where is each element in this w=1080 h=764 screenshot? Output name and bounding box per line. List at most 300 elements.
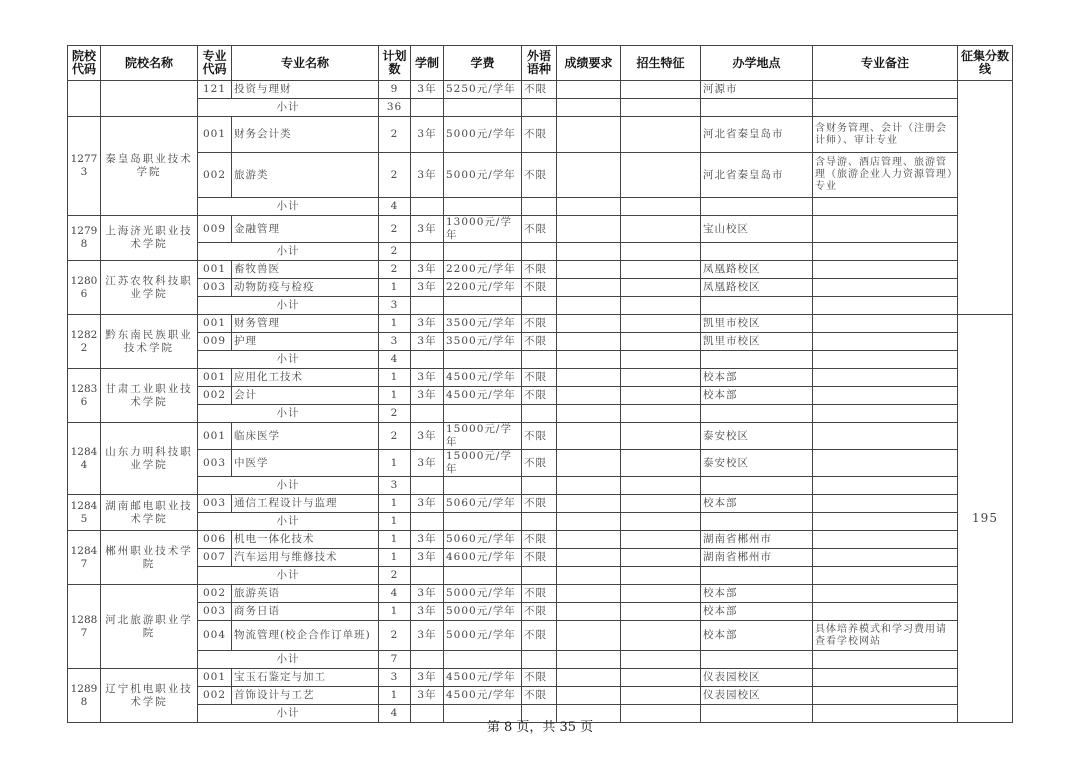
enrollment-feature [621, 153, 701, 198]
language: 不限 [522, 450, 557, 477]
empty-cell [621, 513, 701, 531]
empty-cell [813, 198, 958, 216]
plan-count: 4 [379, 585, 411, 603]
duration: 3年 [411, 279, 444, 297]
language: 不限 [522, 621, 557, 651]
school-name: 上海济光职业技术学院 [101, 216, 198, 261]
empty-cell [522, 99, 557, 117]
school-code: 12836 [68, 369, 101, 423]
tuition: 5000元/学年 [444, 603, 522, 621]
major-name: 宝玉石鉴定与加工 [232, 669, 379, 687]
enrollment-feature [621, 423, 701, 450]
major-name: 旅游类 [232, 153, 379, 198]
column-header: 计划数 [379, 46, 411, 81]
empty-cell [701, 198, 813, 216]
major-code: 009 [198, 333, 232, 351]
subtotal-value: 36 [379, 99, 411, 117]
score-line [958, 81, 1013, 315]
major-name: 中医学 [232, 450, 379, 477]
empty-cell [411, 297, 444, 315]
enrollment-feature [621, 585, 701, 603]
grade-requirement [557, 387, 621, 405]
subtotal-value: 2 [379, 243, 411, 261]
table-row [68, 81, 1013, 99]
empty-cell [701, 477, 813, 495]
major-note [813, 531, 958, 549]
major-code: 003 [198, 603, 232, 621]
empty-cell [701, 405, 813, 423]
major-code: 001 [198, 369, 232, 387]
grade-requirement [557, 117, 621, 153]
empty-cell [701, 351, 813, 369]
enrollment-feature [621, 495, 701, 513]
location: 校本部 [701, 495, 813, 513]
tuition: 4500元/学年 [444, 369, 522, 387]
enrollment-feature [621, 687, 701, 705]
grade-requirement [557, 153, 621, 198]
subtotal-value: 2 [379, 567, 411, 585]
school-name: 湖南邮电职业技术学院 [101, 495, 198, 531]
empty-cell [557, 567, 621, 585]
duration: 3年 [411, 423, 444, 450]
location: 校本部 [701, 369, 813, 387]
empty-cell [621, 477, 701, 495]
empty-cell [701, 99, 813, 117]
grade-requirement [557, 333, 621, 351]
empty-cell [444, 297, 522, 315]
grade-requirement [557, 549, 621, 567]
language: 不限 [522, 315, 557, 333]
empty-cell [411, 405, 444, 423]
language: 不限 [522, 585, 557, 603]
tuition: 5060元/学年 [444, 495, 522, 513]
grade-requirement [557, 669, 621, 687]
language: 不限 [522, 603, 557, 621]
duration: 3年 [411, 261, 444, 279]
major-name: 临床医学 [232, 423, 379, 450]
grade-requirement [557, 585, 621, 603]
enrollment-feature [621, 369, 701, 387]
school-code: 12773 [68, 117, 101, 216]
empty-cell [557, 99, 621, 117]
major-name: 护理 [232, 333, 379, 351]
major-code: 004 [198, 621, 232, 651]
enrollment-feature [621, 261, 701, 279]
school-name: 辽宁机电职业技术学院 [101, 669, 198, 723]
major-note [813, 216, 958, 243]
empty-cell [522, 198, 557, 216]
language: 不限 [522, 687, 557, 705]
empty-cell [813, 297, 958, 315]
major-code: 002 [198, 687, 232, 705]
grade-requirement [557, 531, 621, 549]
plan-count: 1 [379, 450, 411, 477]
major-code: 001 [198, 315, 232, 333]
major-note [813, 315, 958, 333]
table-row [68, 387, 1013, 405]
subtotal-label: 小计 [198, 297, 379, 315]
major-name: 机电一体化技术 [232, 531, 379, 549]
subtotal-label: 小计 [198, 513, 379, 531]
location: 河北省秦皇岛市 [701, 117, 813, 153]
subtotal-row [68, 198, 1013, 216]
location: 校本部 [701, 585, 813, 603]
language: 不限 [522, 495, 557, 513]
subtotal-label: 小计 [198, 477, 379, 495]
plan-count: 2 [379, 423, 411, 450]
major-name: 应用化工技术 [232, 369, 379, 387]
table-row [68, 585, 1013, 603]
column-header: 征集分数线 [958, 46, 1013, 81]
major-note: 含导游、酒店管理、旅游管理（旅游企业人力资源管理）专业 [813, 153, 958, 198]
plan-count: 9 [379, 81, 411, 99]
duration: 3年 [411, 369, 444, 387]
empty-cell [621, 198, 701, 216]
table-row [68, 153, 1013, 198]
subtotal-row [68, 99, 1013, 117]
plan-count: 1 [379, 603, 411, 621]
tuition: 4500元/学年 [444, 687, 522, 705]
table-row [68, 279, 1013, 297]
enrollment-feature [621, 333, 701, 351]
major-code: 003 [198, 279, 232, 297]
major-note: 具体培养模式和学习费用请查看学校网站 [813, 621, 958, 651]
plan-count: 1 [379, 495, 411, 513]
duration: 3年 [411, 621, 444, 651]
school-name: 郴州职业技术学院 [101, 531, 198, 585]
major-note [813, 369, 958, 387]
major-note [813, 549, 958, 567]
subtotal-label: 小计 [198, 705, 379, 723]
table-row [68, 369, 1013, 387]
tuition: 5000元/学年 [444, 153, 522, 198]
school-code: 12806 [68, 261, 101, 315]
language: 不限 [522, 387, 557, 405]
major-code: 003 [198, 450, 232, 477]
empty-cell [701, 243, 813, 261]
location: 河北省秦皇岛市 [701, 153, 813, 198]
duration: 3年 [411, 531, 444, 549]
empty-cell [444, 651, 522, 669]
subtotal-row [68, 567, 1013, 585]
table-row [68, 423, 1013, 450]
subtotal-row [68, 513, 1013, 531]
major-code: 003 [198, 495, 232, 513]
major-note [813, 81, 958, 99]
duration: 3年 [411, 333, 444, 351]
tuition: 5250元/学年 [444, 81, 522, 99]
score-line: 195 [958, 315, 1013, 723]
enrollment-feature [621, 531, 701, 549]
major-note [813, 423, 958, 450]
empty-cell [621, 297, 701, 315]
empty-cell [701, 297, 813, 315]
school-code [68, 81, 101, 117]
location: 凯里市校区 [701, 315, 813, 333]
table-row [68, 495, 1013, 513]
location: 凯里市校区 [701, 333, 813, 351]
subtotal-value: 3 [379, 297, 411, 315]
location: 河源市 [701, 81, 813, 99]
duration: 3年 [411, 495, 444, 513]
major-note [813, 495, 958, 513]
tuition: 4500元/学年 [444, 387, 522, 405]
location: 宝山校区 [701, 216, 813, 243]
major-note [813, 261, 958, 279]
subtotal-value: 3 [379, 477, 411, 495]
language: 不限 [522, 669, 557, 687]
empty-cell [621, 99, 701, 117]
column-header: 专业代码 [198, 46, 232, 81]
tuition: 4600元/学年 [444, 549, 522, 567]
column-header: 招生特征 [621, 46, 701, 81]
language: 不限 [522, 81, 557, 99]
empty-cell [813, 351, 958, 369]
empty-cell [557, 243, 621, 261]
subtotal-label: 小计 [198, 351, 379, 369]
enrollment-feature [621, 603, 701, 621]
plan-count: 1 [379, 369, 411, 387]
major-name: 动物防疫与检疫 [232, 279, 379, 297]
major-note: 含财务管理、会计（注册会计师）、审计专业 [813, 117, 958, 153]
major-code: 002 [198, 153, 232, 198]
language: 不限 [522, 369, 557, 387]
plan-count: 3 [379, 669, 411, 687]
grade-requirement [557, 687, 621, 705]
major-code: 001 [198, 261, 232, 279]
empty-cell [522, 513, 557, 531]
plan-count: 1 [379, 315, 411, 333]
location: 仪表园校区 [701, 669, 813, 687]
table-row [68, 117, 1013, 153]
plan-count: 1 [379, 549, 411, 567]
enrollment-feature [621, 621, 701, 651]
subtotal-value: 1 [379, 513, 411, 531]
plan-count: 2 [379, 621, 411, 651]
enrollment-feature [621, 450, 701, 477]
empty-cell [621, 243, 701, 261]
grade-requirement [557, 279, 621, 297]
location: 校本部 [701, 621, 813, 651]
empty-cell [701, 651, 813, 669]
empty-cell [411, 198, 444, 216]
enrollment-feature [621, 216, 701, 243]
grade-requirement [557, 603, 621, 621]
duration: 3年 [411, 387, 444, 405]
table-row [68, 687, 1013, 705]
major-name: 汽车运用与维修技术 [232, 549, 379, 567]
location: 凤凰路校区 [701, 279, 813, 297]
subtotal-row [68, 351, 1013, 369]
subtotal-value: 4 [379, 351, 411, 369]
subtotal-value: 4 [379, 705, 411, 723]
school-name: 河北旅游职业学院 [101, 585, 198, 669]
tuition: 3500元/学年 [444, 315, 522, 333]
duration: 3年 [411, 549, 444, 567]
grade-requirement [557, 621, 621, 651]
subtotal-row [68, 477, 1013, 495]
major-code: 001 [198, 669, 232, 687]
school-code: 12898 [68, 669, 101, 723]
column-header: 学制 [411, 46, 444, 81]
school-name: 秦皇岛职业技术学院 [101, 117, 198, 216]
major-name: 投资与理财 [232, 81, 379, 99]
duration: 3年 [411, 450, 444, 477]
major-note [813, 450, 958, 477]
plan-count: 2 [379, 261, 411, 279]
language: 不限 [522, 279, 557, 297]
empty-cell [621, 651, 701, 669]
tuition: 2200元/学年 [444, 261, 522, 279]
empty-cell [522, 405, 557, 423]
enrollment-feature [621, 279, 701, 297]
major-code: 002 [198, 387, 232, 405]
duration: 3年 [411, 216, 444, 243]
major-name: 通信工程设计与监理 [232, 495, 379, 513]
major-code: 001 [198, 117, 232, 153]
empty-cell [557, 477, 621, 495]
subtotal-label: 小计 [198, 243, 379, 261]
school-code: 12844 [68, 423, 101, 495]
empty-cell [557, 351, 621, 369]
column-header: 院校代码 [68, 46, 101, 81]
subtotal-value: 4 [379, 198, 411, 216]
empty-cell [444, 567, 522, 585]
empty-cell [411, 99, 444, 117]
grade-requirement [557, 423, 621, 450]
language: 不限 [522, 117, 557, 153]
tuition: 15000元/学年 [444, 423, 522, 450]
major-name: 物流管理(校企合作订单班) [232, 621, 379, 651]
plan-count: 2 [379, 153, 411, 198]
grade-requirement [557, 315, 621, 333]
subtotal-row [68, 651, 1013, 669]
language: 不限 [522, 261, 557, 279]
page-footer: 第 8 页，共 35 页 [486, 720, 594, 735]
enrollment-feature [621, 81, 701, 99]
location: 泰安校区 [701, 450, 813, 477]
duration: 3年 [411, 153, 444, 198]
empty-cell [621, 405, 701, 423]
school-code: 12822 [68, 315, 101, 369]
empty-cell [522, 651, 557, 669]
major-code: 007 [198, 549, 232, 567]
major-note [813, 279, 958, 297]
school-name: 甘肃工业职业技术学院 [101, 369, 198, 423]
language: 不限 [522, 333, 557, 351]
subtotal-label: 小计 [198, 405, 379, 423]
column-header: 专业名称 [232, 46, 379, 81]
plan-count: 1 [379, 279, 411, 297]
subtotal-label: 小计 [198, 198, 379, 216]
plan-count: 3 [379, 333, 411, 351]
subtotal-label: 小计 [198, 651, 379, 669]
major-code: 006 [198, 531, 232, 549]
empty-cell [557, 405, 621, 423]
major-name: 旅游英语 [232, 585, 379, 603]
major-note [813, 603, 958, 621]
location: 湖南省郴州市 [701, 549, 813, 567]
major-name: 金融管理 [232, 216, 379, 243]
column-header: 办学地点 [701, 46, 813, 81]
empty-cell [813, 99, 958, 117]
school-code: 12845 [68, 495, 101, 531]
subtotal-value: 7 [379, 651, 411, 669]
grade-requirement [557, 261, 621, 279]
major-note [813, 585, 958, 603]
major-name: 会计 [232, 387, 379, 405]
major-name: 财务管理 [232, 315, 379, 333]
column-header: 学费 [444, 46, 522, 81]
major-code: 009 [198, 216, 232, 243]
major-note [813, 387, 958, 405]
empty-cell [813, 243, 958, 261]
empty-cell [522, 567, 557, 585]
location: 泰安校区 [701, 423, 813, 450]
empty-cell [411, 243, 444, 261]
major-name: 财务会计类 [232, 117, 379, 153]
column-header: 院校名称 [101, 46, 198, 81]
column-header: 成绩要求 [557, 46, 621, 81]
subtotal-label: 小计 [198, 567, 379, 585]
school-code: 12847 [68, 531, 101, 585]
duration: 3年 [411, 81, 444, 99]
header-row [68, 46, 1013, 81]
major-note [813, 333, 958, 351]
empty-cell [813, 567, 958, 585]
empty-cell [444, 198, 522, 216]
major-code: 002 [198, 585, 232, 603]
major-name: 畜牧兽医 [232, 261, 379, 279]
school-name [101, 81, 198, 117]
table-row [68, 603, 1013, 621]
location: 仪表园校区 [701, 687, 813, 705]
enrollment-feature [621, 549, 701, 567]
empty-cell [557, 651, 621, 669]
language: 不限 [522, 549, 557, 567]
empty-cell [557, 513, 621, 531]
empty-cell [444, 243, 522, 261]
location: 校本部 [701, 603, 813, 621]
plan-count: 1 [379, 687, 411, 705]
duration: 3年 [411, 585, 444, 603]
enrollment-feature [621, 117, 701, 153]
table-row [68, 261, 1013, 279]
empty-cell [813, 477, 958, 495]
empty-cell [411, 351, 444, 369]
admission-table [67, 45, 1013, 723]
grade-requirement [557, 81, 621, 99]
empty-cell [522, 243, 557, 261]
language: 不限 [522, 423, 557, 450]
empty-cell [522, 297, 557, 315]
table-row [68, 216, 1013, 243]
school-name: 黔东南民族职业技术学院 [101, 315, 198, 369]
grade-requirement [557, 369, 621, 387]
duration: 3年 [411, 687, 444, 705]
empty-cell [444, 99, 522, 117]
tuition: 2200元/学年 [444, 279, 522, 297]
empty-cell [701, 513, 813, 531]
table-row [68, 549, 1013, 567]
subtotal-row [68, 243, 1013, 261]
tuition: 5000元/学年 [444, 117, 522, 153]
empty-cell [444, 477, 522, 495]
tuition: 5000元/学年 [444, 621, 522, 651]
enrollment-feature [621, 669, 701, 687]
major-name: 首饰设计与工艺 [232, 687, 379, 705]
enrollment-feature [621, 387, 701, 405]
